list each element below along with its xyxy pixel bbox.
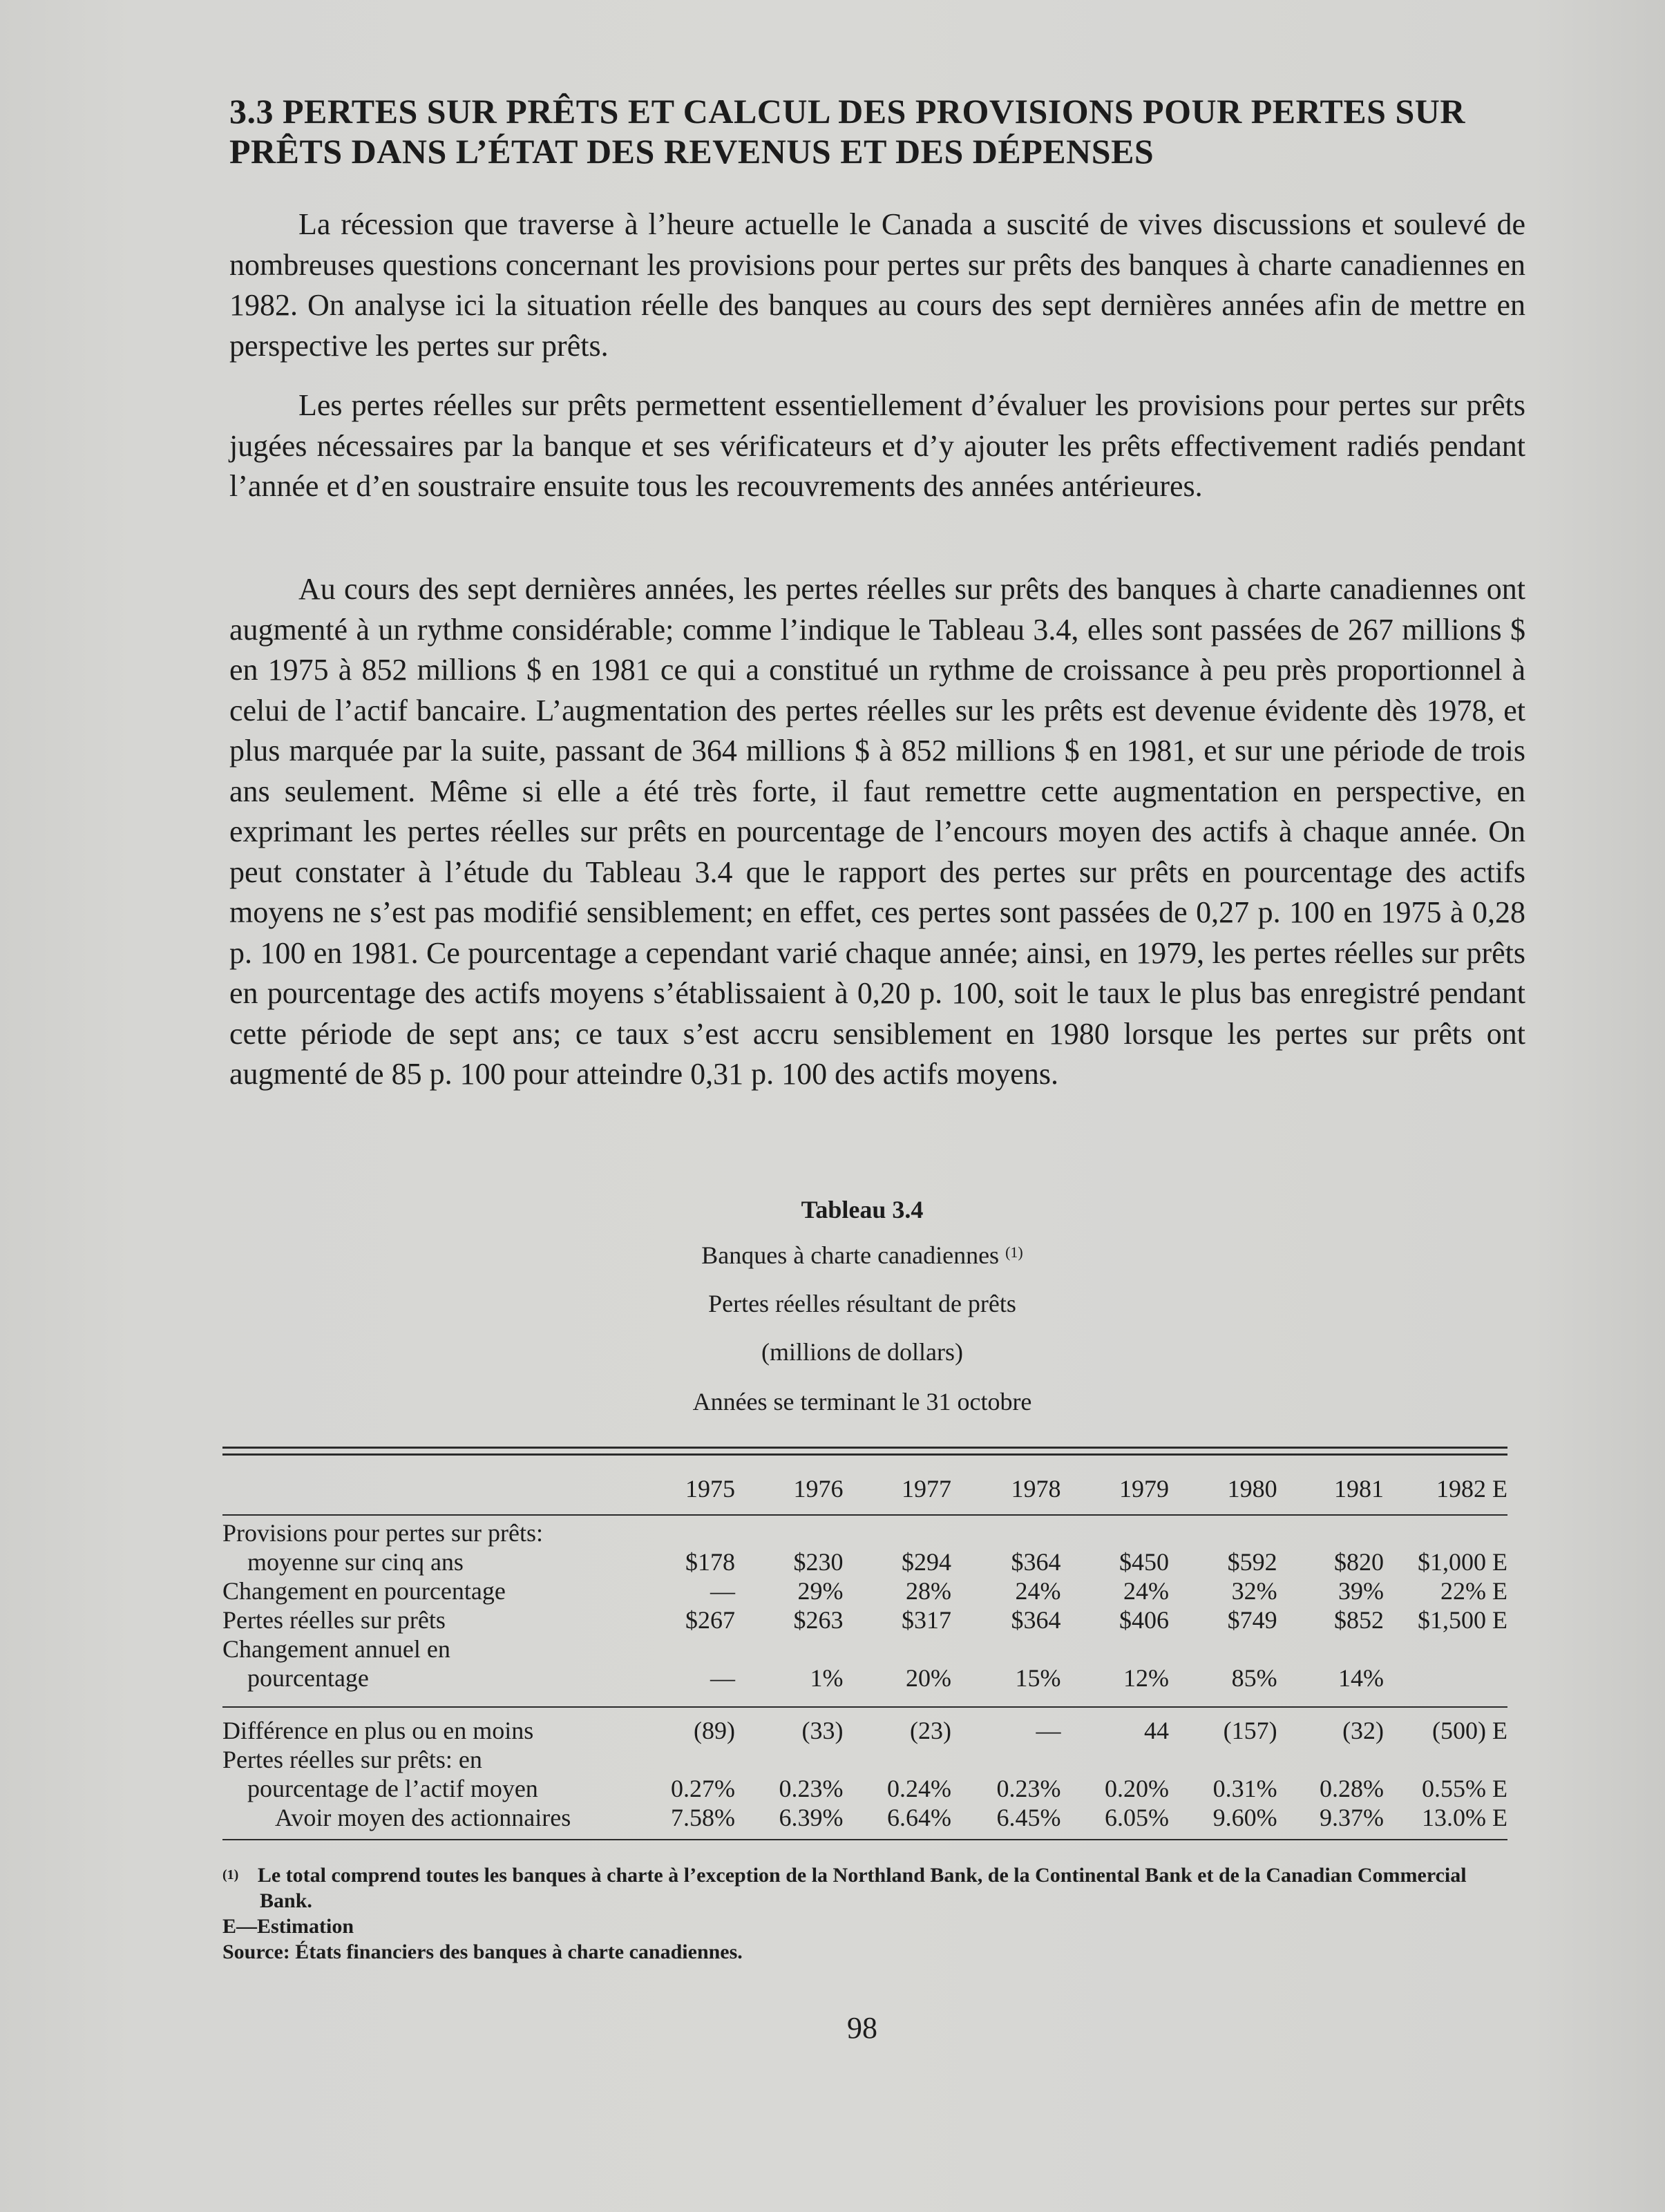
table-top-rule-2 xyxy=(222,1453,1507,1456)
table-cell: $406 xyxy=(1119,1606,1170,1634)
table-cell: 0.24% xyxy=(886,1775,951,1802)
year-header: 1975 xyxy=(685,1475,735,1503)
table-cell: (33) xyxy=(801,1717,844,1744)
table-row xyxy=(222,1716,1507,1745)
year-header-row xyxy=(222,1474,1507,1503)
header-rule xyxy=(222,1514,1507,1516)
table-cell: — xyxy=(1036,1717,1061,1744)
year-header: 1982 E xyxy=(1436,1475,1507,1503)
table-cell: 6.64% xyxy=(886,1804,951,1831)
table-cell xyxy=(1277,1745,1384,1774)
table-body-1 xyxy=(222,1518,1507,1693)
row-label: Changement annuel en xyxy=(222,1635,450,1663)
table-cell xyxy=(735,1634,844,1663)
table-cell: 24% xyxy=(1015,1577,1061,1605)
table-cell xyxy=(1169,1634,1277,1663)
table-cell xyxy=(1277,1518,1384,1547)
row-label: Avoir moyen des actionnaires xyxy=(275,1804,571,1831)
table-cell: $592 xyxy=(1227,1548,1277,1576)
table-row xyxy=(222,1663,1507,1693)
table-bottom-rule xyxy=(222,1839,1507,1840)
table-cell xyxy=(1384,1518,1507,1547)
table-cell: $1,500 E xyxy=(1418,1606,1507,1634)
table-row xyxy=(222,1803,1507,1832)
table-row xyxy=(222,1634,1507,1663)
table-cell: $364 xyxy=(1011,1548,1061,1576)
table-cell: 0.23% xyxy=(996,1775,1061,1802)
row-label: Pertes réelles sur prêts: en xyxy=(222,1746,482,1773)
year-header: 1978 xyxy=(1011,1475,1061,1503)
row-label: Pertes réelles sur prêts xyxy=(222,1606,446,1634)
table-cell: $267 xyxy=(685,1606,735,1634)
table-cell: $852 xyxy=(1334,1606,1385,1634)
table-cell: $178 xyxy=(685,1548,735,1576)
table-row xyxy=(222,1774,1507,1803)
mid-rule xyxy=(222,1706,1507,1708)
table-cell: $294 xyxy=(901,1548,951,1576)
year-header: 1981 xyxy=(1334,1475,1385,1503)
row-label: Différence en plus ou en moins xyxy=(222,1717,534,1744)
estimate-note: E—Estimation xyxy=(222,1915,354,1938)
table-cell xyxy=(1384,1745,1507,1774)
table-cell xyxy=(1169,1745,1277,1774)
table-row xyxy=(222,1518,1507,1547)
table-cell: 6.45% xyxy=(996,1804,1061,1831)
table-cell: 22% E xyxy=(1440,1577,1507,1605)
table-cell xyxy=(1169,1518,1277,1547)
table-subtitle-banks-text: Banques à charte canadiennes xyxy=(701,1241,1000,1269)
table-cell xyxy=(1061,1634,1170,1663)
table-cell: $317 xyxy=(901,1606,951,1634)
table-cell xyxy=(735,1745,844,1774)
table-cell: $749 xyxy=(1227,1606,1277,1634)
table-cell: 7.58% xyxy=(670,1804,735,1831)
table-cell xyxy=(843,1634,951,1663)
table-cell: 0.28% xyxy=(1320,1775,1385,1802)
paragraph-2: Les pertes réelles sur prêts permettent essentiellement d’évaluer les provisions pour pertes sur prêts jugées nécessaires par la banque et ses vérificateurs et d’y ajouter les prêts effectivement radiés pendant l’année et d’en soustraire ensuite tous les recouvrements des années antérieures. xyxy=(229,388,1525,503)
table-cell: 6.05% xyxy=(1105,1804,1170,1831)
table-cell: $230 xyxy=(793,1548,844,1576)
row-label: Provisions pour pertes sur prêts: xyxy=(222,1519,543,1547)
table-cell xyxy=(1384,1634,1507,1663)
table-cell: 15% xyxy=(1015,1664,1061,1692)
table-row xyxy=(222,1745,1507,1774)
table-title: Tableau 3.4 xyxy=(801,1196,924,1223)
year-header: 1979 xyxy=(1119,1475,1170,1503)
footnote xyxy=(222,1862,1514,1914)
year-header: 1976 xyxy=(793,1475,844,1503)
table-cell: 32% xyxy=(1231,1577,1277,1605)
page-number: 98 xyxy=(847,2011,877,2045)
table-cell xyxy=(951,1745,1061,1774)
table-cell: 9.37% xyxy=(1320,1804,1385,1831)
table-cell: 14% xyxy=(1338,1664,1385,1692)
table-cell xyxy=(951,1634,1061,1663)
table-cell xyxy=(843,1745,951,1774)
table-cell xyxy=(1061,1518,1170,1547)
table-cell: 29% xyxy=(797,1577,844,1605)
table-row xyxy=(222,1605,1507,1634)
table-cell: (23) xyxy=(910,1717,951,1744)
table-cell: $820 xyxy=(1334,1548,1385,1576)
table-subtitle-units: (millions de dollars) xyxy=(761,1338,963,1366)
row-label: pourcentage de l’actif moyen xyxy=(247,1775,538,1802)
table-cell xyxy=(735,1518,844,1547)
table-subtitle-losses: Pertes réelles résultant de prêts xyxy=(708,1290,1016,1317)
table-cell xyxy=(843,1518,951,1547)
table-cell: (500) E xyxy=(1432,1717,1507,1744)
table-cell: 13.0% E xyxy=(1422,1804,1507,1831)
table-cell: 6.39% xyxy=(779,1804,844,1831)
table-top-rule-1 xyxy=(222,1447,1507,1449)
table-body-2 xyxy=(222,1716,1507,1832)
table-cell xyxy=(1061,1745,1170,1774)
table-cell: 12% xyxy=(1123,1664,1170,1692)
table-row xyxy=(222,1547,1507,1576)
table-cell xyxy=(630,1745,735,1774)
table-cell: 85% xyxy=(1231,1664,1277,1692)
table-cell: (157) xyxy=(1223,1717,1277,1744)
section-heading-line-1: 3.3 PERTES SUR PRÊTS ET CALCUL DES PROVISIONS POUR PERTES SUR xyxy=(229,92,1465,131)
row-label: Changement en pourcentage xyxy=(222,1577,506,1605)
table-cell: 20% xyxy=(905,1664,951,1692)
table-header xyxy=(222,1474,1507,1503)
table-subtitle-banks xyxy=(0,1241,1665,1270)
table-cell: — xyxy=(710,1577,735,1605)
table-cell: 28% xyxy=(905,1577,951,1605)
table-cell: 9.60% xyxy=(1212,1804,1277,1831)
year-header: 1980 xyxy=(1227,1475,1277,1503)
table-cell: 0.23% xyxy=(779,1775,844,1802)
table-cell: 39% xyxy=(1338,1577,1385,1605)
table-cell: (89) xyxy=(693,1717,735,1744)
table-cell xyxy=(630,1634,735,1663)
row-label: moyenne sur cinq ans xyxy=(247,1548,464,1576)
paragraph-3: Au cours des sept dernières années, les pertes réelles sur prêts des banques à charte canadiennes ont augmenté à un rythme considérable; comme l’indique le Tableau 3.4, elles sont passées de 267 millions $ en 1975 à 852 millions $ en 1981 ce qui a constitué un rythme de croissance à peu près proportionnel à celui de l’actif bancaire. L’augmentation des pertes réelles sur les prêts est devenue évidente dès 1978, et plus marquée par la suite, passant de 364 millions $ à 852 millions $ en 1981, et sur une période de trois ans seulement. Même si elle a été très forte, il faut remettre cette augmentation en perspective, en exprimant les pertes réelles sur prêts en pourcentage de l’encours moyen des actifs à chaque année. On peut constater à l’étude du Tableau 3.4 que le rapport des pertes sur prêts en pourcentage des actifs moyens ne s’est pas modifié sensiblement; en effet, ces pertes sont passées de 0,27 p. 100 en 1975 à 0,28 p. 100 en 1981. Ce pourcentage a cependant varié chaque année; ainsi, en 1979, les pertes réelles sur prêts en pourcentage des actifs moyens s’établissaient à 0,20 p. 100, soit le taux le plus bas enregistré pendant cette période de sept ans; ce taux s’est accru sensiblement en 1980 lorsque les pertes sur prêts ont augmenté de 85 p. 100 pour atteindre 0,31 p. 100 des actifs moyens. xyxy=(229,572,1525,1091)
year-header: 1977 xyxy=(901,1475,951,1503)
table-notes xyxy=(222,1862,1514,1965)
table-cell xyxy=(1277,1634,1384,1663)
table-cell: 1% xyxy=(810,1664,844,1692)
table-cell: 44 xyxy=(1144,1717,1170,1744)
footnote-reference: (1) xyxy=(1005,1243,1023,1261)
table-cell xyxy=(630,1518,735,1547)
row-label: pourcentage xyxy=(247,1664,369,1692)
table-cell: $1,000 E xyxy=(1418,1548,1507,1576)
table-cell: $450 xyxy=(1119,1548,1170,1576)
table-cell: 0.31% xyxy=(1212,1775,1277,1802)
section-heading xyxy=(229,91,1542,171)
footnote-mark: (1) xyxy=(222,1867,239,1882)
table-row xyxy=(222,1576,1507,1605)
table-subtitle-period: Années se terminant le 31 octobre xyxy=(692,1388,1032,1415)
table-cell: $263 xyxy=(793,1606,844,1634)
source-note: Source: États financiers des banques à charte canadiennes. xyxy=(222,1941,743,1963)
table-cell: — xyxy=(710,1664,735,1692)
table-cell xyxy=(951,1518,1061,1547)
table-cell: 0.20% xyxy=(1105,1775,1170,1802)
table-cell: 0.27% xyxy=(670,1775,735,1802)
paragraph-1: La récession que traverse à l’heure actuelle le Canada a suscité de vives discussions et soulevé de nombreuses questions concernant les provisions pour pertes sur prêts des banques à charte canadiennes en 1982. On analyse ici la situation réelle des banques au cours des sept dernières années afin de mettre en perspective les pertes sur prêts. xyxy=(229,207,1525,363)
table-cell: 0.55% E xyxy=(1422,1775,1507,1802)
table-cell xyxy=(1384,1663,1507,1693)
table-cell: (32) xyxy=(1342,1717,1385,1744)
header-blank xyxy=(222,1474,630,1503)
table-cell: 24% xyxy=(1123,1577,1170,1605)
footnote-text: Le total comprend toutes les banques à charte à l’exception de la Northland Bank, de la Continental Bank et de la Canadian Commercial Bank. xyxy=(257,1864,1467,1912)
table-cell: $364 xyxy=(1011,1606,1061,1634)
section-heading-line-2: PRÊTS DANS L’ÉTAT DES REVENUS ET DES DÉPENSES xyxy=(229,132,1154,171)
